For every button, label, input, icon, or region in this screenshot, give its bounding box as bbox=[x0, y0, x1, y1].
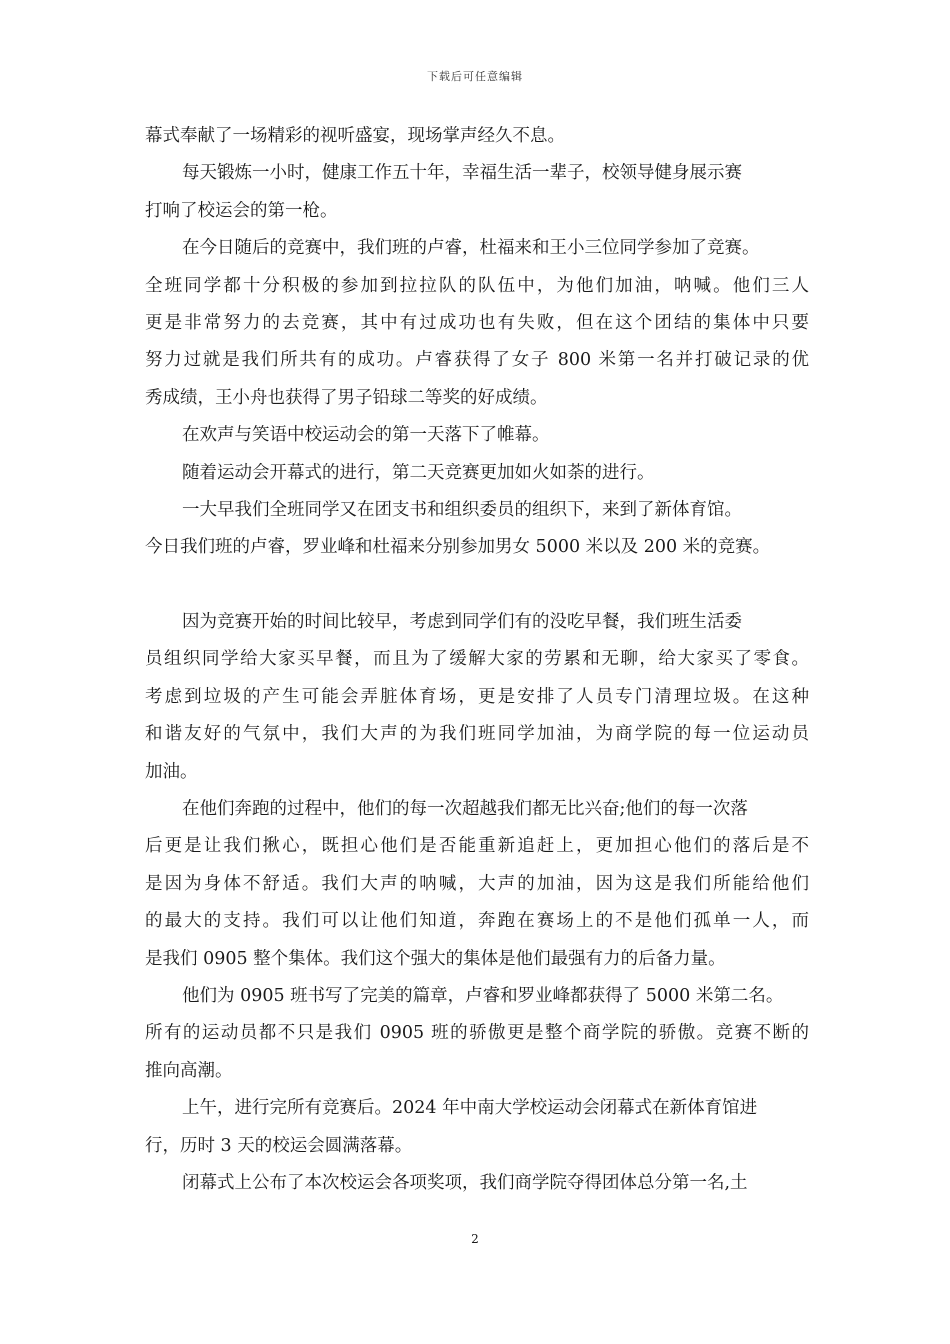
text-line: 是我们 0905 整个集体。我们这个强大的集体是他们最强有力的后备力量。 bbox=[145, 948, 726, 969]
paragraph-start-line: 在今日随后的竞赛中，我们班的卢睿，杜福来和王小三位同学参加了竞赛。 bbox=[182, 238, 760, 259]
text-line: 员组织同学给大家买早餐，而且为了缓解大家的劳累和无聊，给大家买了零食。 bbox=[145, 649, 809, 670]
page-number: 2 bbox=[471, 1232, 479, 1246]
text-line: 努力过就是我们所共有的成功。卢睿获得了女子 800 米第一名并打破记录的优 bbox=[145, 350, 809, 371]
paragraph-start-line: 闭幕式上公布了本次校运会各项奖项，我们商学院夺得团体总分第一名,土 bbox=[182, 1172, 748, 1193]
paragraph-start-line: 上午，进行完所有竞赛后。2024 年中南大学校运动会闭幕式在新体育馆进 bbox=[182, 1098, 758, 1119]
paragraph-start-line: 每天锻炼一小时，健康工作五十年，幸福生活一辈子，校领导健身展示赛 bbox=[182, 163, 742, 184]
text-line: 更是非常努力的去竞赛，其中有过成功也有失败，但在这个团结的集体中只要 bbox=[145, 312, 809, 333]
page-header-note: 下载后可任意编辑 bbox=[427, 70, 523, 83]
document-body bbox=[145, 118, 809, 1202]
text-line: 加油。 bbox=[145, 761, 198, 782]
text-line: 行，历时 3 天的校运会圆满落幕。 bbox=[145, 1135, 413, 1156]
text-line: 推向高潮。 bbox=[145, 1060, 233, 1081]
text-line: 所有的运动员都不只是我们 0905 班的骄傲更是整个商学院的骄傲。竞赛不断的 bbox=[145, 1023, 809, 1044]
text-line: 全班同学都十分积极的参加到拉拉队的队伍中，为他们加油，呐喊。他们三人 bbox=[145, 275, 809, 296]
paragraph-start-line: 一大早我们全班同学又在团支书和组织委员的组织下，来到了新体育馆。 bbox=[182, 499, 742, 520]
paragraph-start-line: 他们为 0905 班书写了完美的篇章，卢睿和罗业峰都获得了 5000 米第二名。 bbox=[182, 985, 784, 1006]
text-line: 后更是让我们揪心，既担心他们是否能重新追赶上，更加担心他们的落后是不 bbox=[145, 836, 809, 857]
text-line: 打响了校运会的第一枪。 bbox=[145, 200, 338, 221]
text-line: 的最大的支持。我们可以让他们知道，奔跑在赛场上的不是他们孤单一人，而 bbox=[145, 911, 809, 932]
blank-line bbox=[145, 567, 809, 604]
text-line: 秀成绩，王小舟也获得了男子铅球二等奖的好成绩。 bbox=[145, 387, 548, 408]
text-line: 考虑到垃圾的产生可能会弄脏体育场，更是安排了人员专门清理垃圾。在这种 bbox=[145, 686, 809, 707]
text-line: 今日我们班的卢睿，罗业峰和杜福来分别参加男女 5000 米以及 200 米的竞赛。 bbox=[145, 537, 771, 558]
paragraph-start-line: 在欢声与笑语中校运动会的第一天落下了帷幕。 bbox=[182, 425, 550, 446]
text-line: 和谐友好的气氛中，我们大声的为我们班同学加油，为商学院的每一位运动员 bbox=[145, 724, 809, 745]
paragraph-start-line: 因为竞赛开始的时间比较早，考虑到同学们有的没吃早餐，我们班生活委 bbox=[182, 612, 742, 633]
text-line: 是因为身体不舒适。我们大声的呐喊，大声的加油，因为这是我们所能给他们 bbox=[145, 873, 809, 894]
paragraph-start-line: 随着运动会开幕式的进行，第二天竞赛更加如火如荼的进行。 bbox=[182, 462, 655, 483]
paragraph-start-line: 在他们奔跑的过程中，他们的每一次超越我们都无比兴奋;他们的每一次落 bbox=[182, 799, 748, 820]
text-line: 幕式奉献了一场精彩的视听盛宴，现场掌声经久不息。 bbox=[145, 126, 565, 146]
